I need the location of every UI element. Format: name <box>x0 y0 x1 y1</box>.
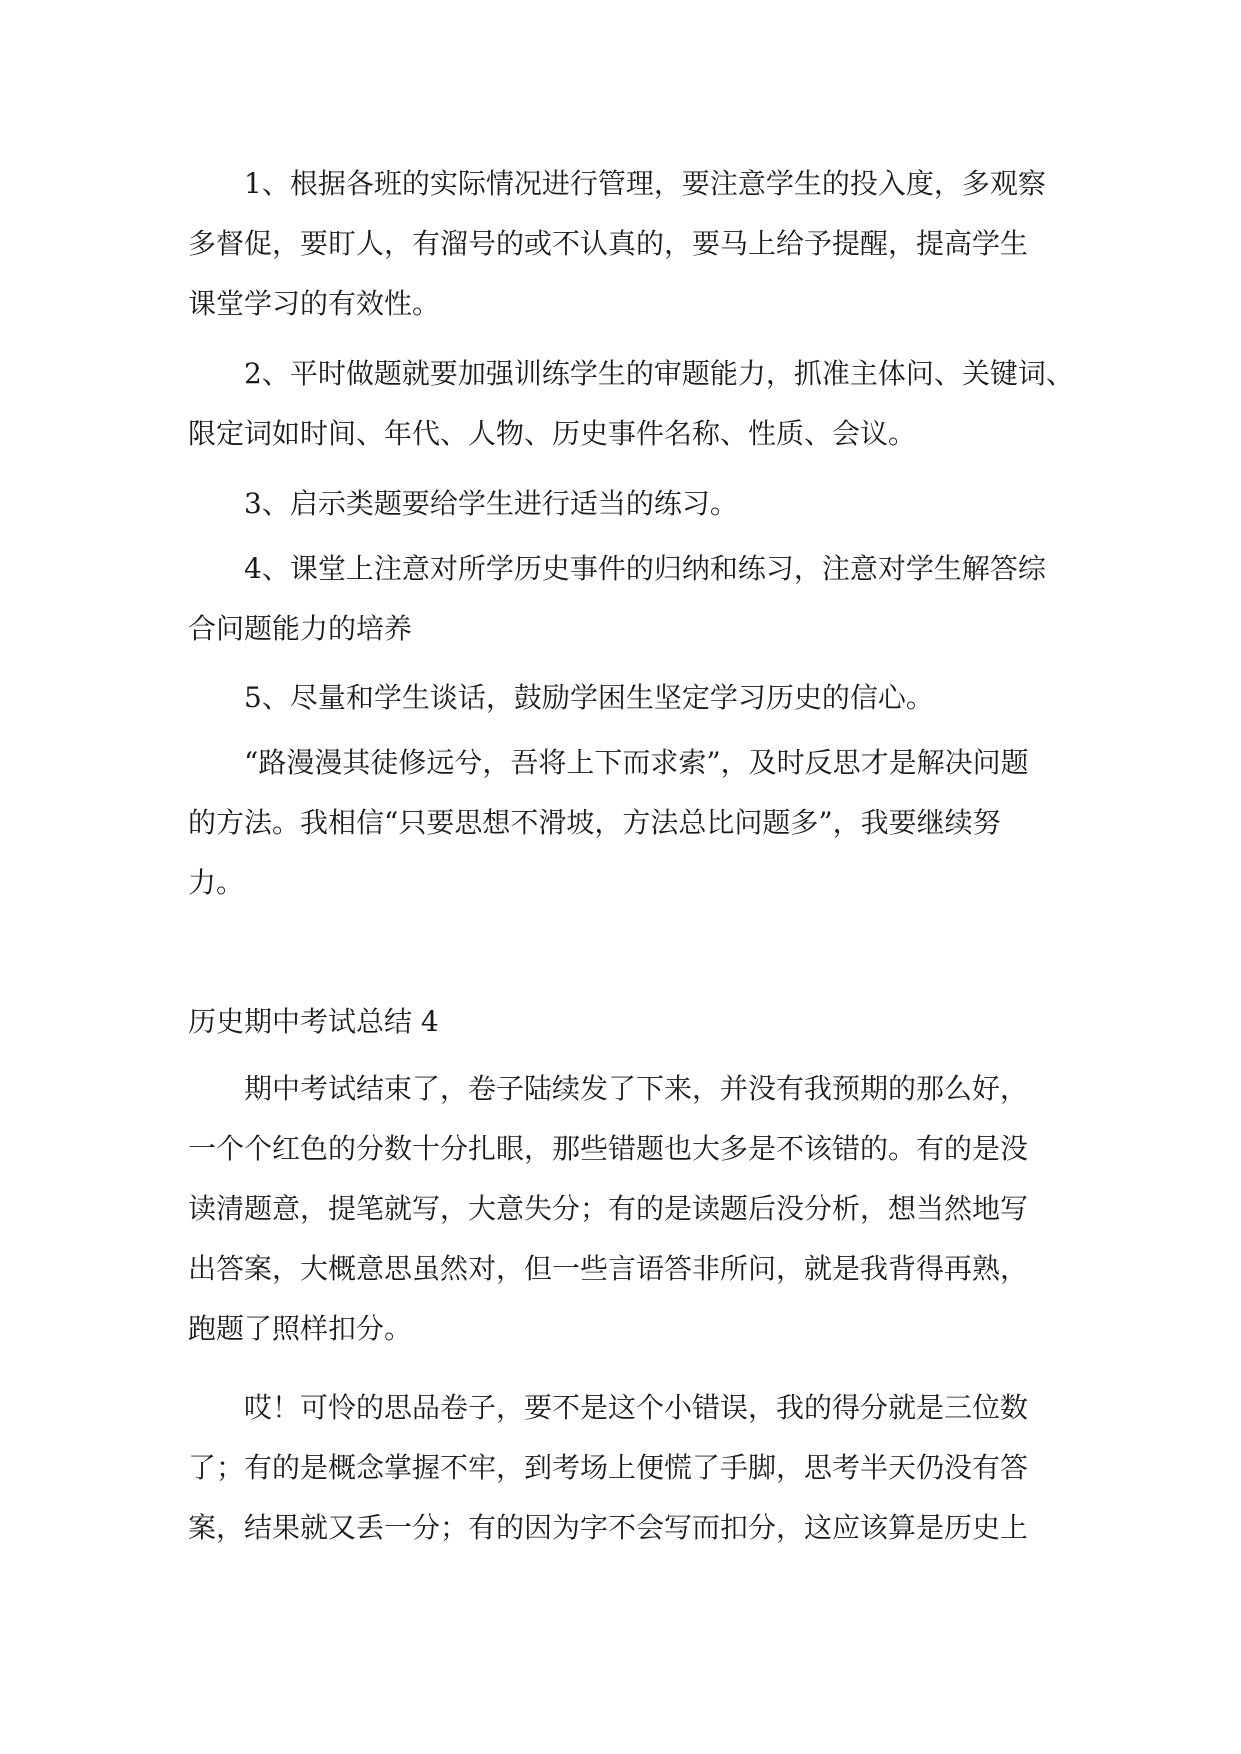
paragraph-3 <box>188 474 1068 534</box>
text-line: 哎！可怜的思品卷子，要不是这个小错误，我的得分就是三位数 <box>188 1391 1029 1424</box>
paragraph-2 <box>188 344 1074 464</box>
paragraph-6 <box>188 733 1068 913</box>
text-line: 课堂学习的有效性。 <box>188 287 441 320</box>
text-line: 期中考试结束了，卷子陆续发了下来，并没有我预期的那么好， <box>188 1072 1029 1105</box>
text-line: 2、平时做题就要加强训练学生的审题能力，抓准主体问、关键词、 <box>188 357 1074 390</box>
paragraph-1 <box>188 154 1068 334</box>
text-line: 5、尽量和学生谈话，鼓励学困生坚定学习历史的信心。 <box>188 681 934 714</box>
text-line: 多督促，要盯人，有溜号的或不认真的，要马上给予提醒，提高学生 <box>188 227 1029 260</box>
text-line: 读清题意，提笔就写，大意失分；有的是读题后没分析，想当然地写 <box>188 1192 1029 1225</box>
text-line: 限定词如时间、年代、人物、历史事件名称、性质、会议。 <box>188 417 917 450</box>
paragraph-5 <box>188 668 1068 728</box>
paragraph-8 <box>188 1378 1068 1558</box>
text-line: 3、启示类题要给学生进行适当的练习。 <box>188 487 738 520</box>
text-line: 合问题能力的培养 <box>188 612 413 645</box>
text-line: 1、根据各班的实际情况进行管理，要注意学生的投入度，多观察 <box>188 167 1046 200</box>
text-line: “路漫漫其徒修远兮，吾将上下而求索”，及时反思才是解决问题 <box>188 746 1029 779</box>
text-line: 一个个红色的分数十分扎眼，那些错题也大多是不该错的。有的是没 <box>188 1132 1029 1165</box>
text-line: 了；有的是概念掌握不牢，到考场上便慌了手脚，思考半天仍没有答 <box>188 1451 1029 1484</box>
paragraph-7 <box>188 1059 1068 1359</box>
text-line: 案，结果就又丢一分；有的因为字不会写而扣分，这应该算是历史上 <box>188 1511 1029 1544</box>
text-line: 4、课堂上注意对所学历史事件的归纳和练习，注意对学生解答综 <box>188 552 1046 585</box>
section-title: 历史期中考试总结 4 <box>188 1005 439 1038</box>
text-line: 跑题了照样扣分。 <box>188 1312 413 1345</box>
text-line: 出答案，大概意思虽然对，但一些言语答非所问，就是我背得再熟， <box>188 1252 1029 1285</box>
paragraph-4 <box>188 539 1068 659</box>
text-line: 的方法。我相信“只要思想不滑坡，方法总比问题多”，我要继续努 <box>188 806 1001 839</box>
text-line: 力。 <box>188 866 245 899</box>
